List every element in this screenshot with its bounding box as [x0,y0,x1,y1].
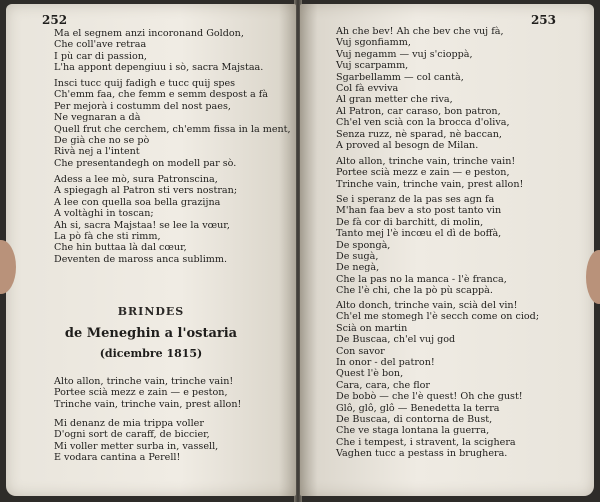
text-line: Che coll'ave retraa [54,39,147,51]
right-block-1 [336,26,510,151]
text-line: E vodara cantina a Perell! [54,452,181,464]
text-line: Senza ruzz, nè sparad, nè baccan, [336,128,502,140]
text-line: Ch'el ven scià con la brocca d'oliva, [336,117,510,129]
text-line: Quell frut che cerchem, ch'emm fissa in la ment, [54,123,291,135]
text-line: Insci tucc quij fadigh e tucc quij spes [54,78,236,89]
poem-title-main: de Meneghin a l'ostaria [64,326,238,341]
left-block-3 [54,174,237,265]
text-line: Vaghen tucc a pestass in brughera. [336,448,508,460]
text-line: Che ve staga lontana la guerra, [336,425,490,437]
text-line: Cara, cara, che flor [336,379,431,391]
left-page [6,4,296,496]
poem-title-small: BRINDES [117,305,185,318]
right-block-3 [336,194,507,297]
right-block-2 [336,156,523,190]
text-line: Sgarbellamm — col cantà, [336,71,464,83]
text-line: De bobò — che l'è quest! Oh che gust! [336,391,523,403]
text-line: De sugà, [336,250,379,262]
text-line: Deventen de maross anca sublimm. [54,253,228,265]
text-line: De Buscaa, di contorna de Bust, [336,413,493,425]
text-line: A spiegagh al Patron sti vers nostran; [54,185,238,197]
left-block-2 [54,78,291,169]
left-block-5 [54,418,218,464]
text-line: De Buscaa, ch'el vuj god [336,334,456,346]
text-line: Rivà nej a l'intent [54,146,140,158]
text-line: Adess a lee mò, sura Patronscina, [54,174,218,185]
text-line: Col fà evviva [336,82,399,94]
left-block-4 [54,376,241,410]
text-line: Che la pas no la manca - l'è franca, [336,273,507,285]
page-number-right: 253 [530,13,556,27]
text-line: De già che no se pò [54,134,150,146]
text-line: In onor - del patron! [336,356,435,368]
text-line: Scià on martin [336,322,408,334]
text-line: Portee scià mezz e zain — e peston, [54,387,228,399]
text-line: Al Patron, car caraso, bon patron, [336,105,501,117]
text-line: De spongà, [336,239,391,251]
page-number-left: 252 [42,13,68,27]
text-line: Vuj scarpamm, [336,60,409,72]
text-line: Se i speranz de la pas ses agn fa [336,194,495,205]
text-line: Trinche vain, trinche vain, prest allon! [336,178,524,190]
text-line: Alto donch, trinche vain, scià del vin! [336,300,518,311]
text-line: Per mejorà i costumm del nost paes, [54,100,231,112]
text-line: La pò fà che sti rimm, [54,230,161,242]
text-line: Ah che bev! Ah che bev che vuj fà, [336,26,504,37]
text-line: Trinche vain, trinche vain, prest allon! [54,398,242,410]
text-line: Ch'emm faa, che femm e semm despost a fà [54,89,269,101]
text-line: Mi denanz de mia trippa voller [54,418,204,429]
text-line: Al gran metter che riva, [336,94,453,106]
poem-title-date: (dicembre 1815) [99,347,203,360]
text-line: M'han faa bev a sto post tanto vin [336,205,502,217]
text-line: D'ogni sort de caraff, de biccier, [54,429,210,441]
text-line: Che hin buttaa là dal cœur, [54,242,187,254]
text-line: L'ha appont depengiuu i sò, sacra Majstaa. [54,62,264,74]
text-line: I pù car di passion, [54,50,147,62]
text-line: Alto allon, trinche vain, trinche vain! [54,376,234,387]
text-line: Con savor [336,345,385,357]
text-line: Vuj sgonfiamm, [336,37,411,49]
text-line: Quest l'è bon, [336,368,404,380]
text-line: A voltàghi in toscan; [54,208,154,220]
text-line: Ne vegnaran a dà [54,112,141,124]
text-line: A lee con quella soa bella grazijna [54,196,221,208]
text-line: Mi voller metter surba in, vassell, [54,440,219,452]
text-line: Tanto mej l'è incœu el dì de boffà, [336,228,502,240]
text-line: Che l'è chi, che la pò pù scappà. [336,285,493,297]
text-line: Alto allon, trinche vain, trinche vain! [336,156,516,167]
text-line: Ah si, sacra Majstaa! se lee la vœur, [54,219,230,231]
text-line: A proved al besogn de Milan. [336,139,479,151]
text-line: Glô, glô, glô — Benedetta la terra [336,402,500,414]
text-line: Che i tempest, i stravent, la scighera [336,436,516,448]
right-page [300,4,594,496]
text-line: Ch'el me stomegh l'è secch come on ciod; [336,311,540,323]
text-line: De fà cor di barchitt, di molin, [336,216,484,228]
text-line: De negà, [336,262,380,274]
right-block-4 [336,300,539,459]
text-line: Portee scià mezz e zain — e peston, [336,167,510,179]
text-line: Che presentandegh on modell par sò. [54,157,237,169]
text-line: Vuj negamm — vuj s'cioppà, [336,48,473,60]
text-line: Ma el segnem anzi incoronand Goldon, [54,28,244,39]
left-block-1 [54,28,263,74]
